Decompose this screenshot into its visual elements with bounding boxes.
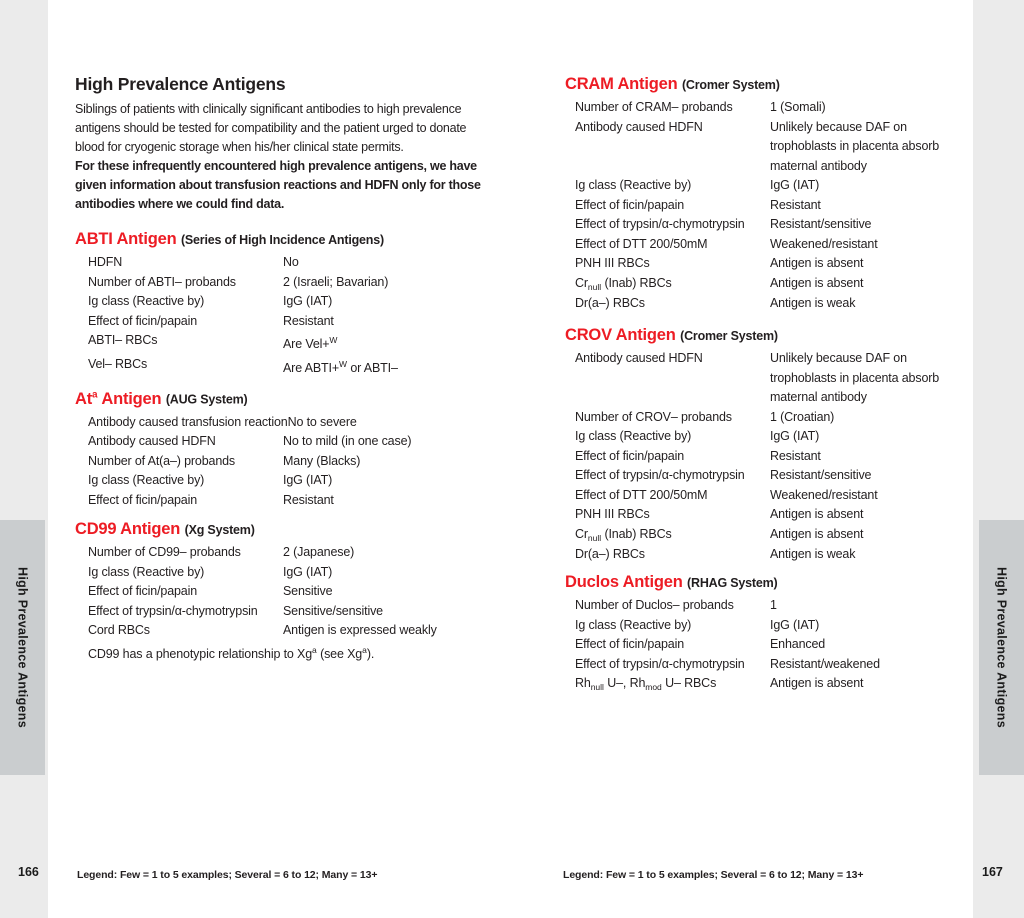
text-part: maternal antibody [770, 390, 867, 404]
table-row [575, 674, 973, 695]
table-row [575, 294, 973, 314]
table-row [88, 432, 512, 452]
table-row [88, 621, 512, 641]
text-part: Are ABTI+ [283, 360, 339, 375]
row-label: Ig class (Reactive by) [575, 617, 692, 632]
row-label: Effect of trypsin/α-chymotrypsin [575, 468, 745, 482]
row-value: IgG (IAT) [770, 178, 820, 192]
row-label: Effect of trypsin/α-chymotrypsin [88, 603, 258, 618]
row-value: 1 (Croatian) [770, 409, 835, 424]
row-label: Effect of ficin/papain [575, 197, 685, 212]
table-row [575, 176, 973, 196]
antigen-table [575, 349, 973, 565]
row-value: Resistant [283, 313, 334, 328]
table-row [88, 582, 512, 602]
table-row [88, 413, 512, 433]
row-value: No [283, 255, 299, 269]
row-label: Dr(a–) RBCs [575, 547, 645, 561]
row-label: Antibody caused HDFN [88, 434, 216, 448]
table-row [575, 408, 973, 428]
section-abti-antigen [75, 229, 512, 378]
antigen-name [565, 75, 677, 93]
left-chapter-tab-label: High Prevalence Antigens [15, 567, 30, 728]
row-value: Resistant/sensitive [770, 468, 872, 482]
row-label: Ig class (Reactive by) [88, 564, 205, 579]
table-row [575, 635, 973, 655]
row-label: Number of CD99– probands [88, 545, 241, 559]
table-row [575, 655, 973, 675]
table-row [88, 355, 512, 379]
text-part: (Inab) RBCs [601, 275, 672, 290]
section-heading [75, 385, 512, 410]
row-value: Antigen is absent [770, 275, 864, 290]
row-value: Antigen is absent [770, 676, 864, 690]
system-name: (Series of High Incidence Antigens) [180, 233, 384, 247]
table-row [575, 274, 973, 295]
table-row [88, 292, 512, 312]
antigen-name [75, 390, 161, 408]
table-row [575, 118, 973, 177]
text-part: Cr [575, 526, 588, 541]
text-part: maternal antibody [770, 158, 867, 173]
row-value: 1 (Somali) [770, 100, 826, 114]
table-row [575, 525, 973, 546]
row-label: Effect of ficin/papain [88, 584, 198, 598]
row-label: Antibody caused HDFN [575, 351, 703, 365]
section-cram-antigen [565, 74, 973, 314]
text-part: CD99 Antigen [75, 520, 181, 538]
row-value: No to severe [287, 414, 357, 429]
antigen-name [565, 326, 676, 344]
text-part: Are Vel+ [283, 337, 330, 352]
sub-text: mod [645, 682, 662, 692]
row-label [575, 674, 770, 695]
row-value: Resistant [770, 197, 821, 212]
row-label: Number of ABTI– probands [88, 274, 236, 289]
row-label: Effect of trypsin/α-chymotrypsin [575, 217, 745, 231]
table-row [88, 563, 512, 583]
text-part: Antigen [97, 389, 162, 408]
antigen-name [75, 520, 180, 538]
text-part: or ABTI– [347, 360, 398, 375]
table-row [88, 253, 512, 273]
row-label: PNH III RBCs [575, 256, 650, 270]
row-value [770, 118, 973, 177]
row-label: ABTI– RBCs [88, 333, 158, 347]
row-value: Antigen is absent [770, 256, 864, 270]
table-row [575, 505, 973, 525]
row-label: Ig class (Reactive by) [575, 429, 692, 443]
row-value: 2 (Japanese) [283, 545, 355, 559]
table-row [575, 545, 973, 565]
row-value: IgG (IAT) [283, 473, 333, 487]
antigen-table [575, 596, 973, 695]
row-label [575, 274, 770, 295]
text-part: CD99 has a phenotypic relationship to Xg [88, 646, 313, 661]
sub-text: null [587, 532, 602, 543]
row-label: Effect of ficin/papain [575, 448, 685, 463]
row-label: Antibody caused transfusion reaction [88, 414, 288, 429]
row-label: Effect of ficin/papain [88, 313, 198, 328]
row-label: Number of Duclos– probands [575, 598, 734, 612]
row-label: Number of At(a–) probands [88, 453, 236, 468]
row-value: IgG (IAT) [770, 617, 820, 632]
sub-text: null [590, 682, 604, 692]
left-margin-strip [0, 0, 48, 918]
table-row [575, 616, 973, 636]
row-label: Number of CROV– probands [575, 409, 732, 424]
sup-text: a [92, 389, 98, 400]
row-label: Ig class (Reactive by) [88, 294, 205, 308]
text-part: Cr [575, 275, 588, 290]
sup-text: W [338, 358, 347, 369]
row-label [575, 525, 770, 546]
row-value: Weakened/resistant [770, 487, 878, 502]
text-part: ). [366, 646, 375, 661]
system-name: (Cromer System) [680, 329, 778, 343]
row-label: PNH III RBCs [575, 507, 650, 521]
row-value: Enhanced [770, 637, 826, 651]
table-row [88, 641, 512, 665]
table-row [575, 98, 973, 118]
page-title: High Prevalence Antigens [75, 74, 286, 94]
row-value: IgG (IAT) [770, 429, 820, 443]
row-value: Antigen is weak [770, 547, 856, 561]
section-crov-antigen [565, 325, 973, 565]
system-name: (RHAG System) [687, 576, 778, 590]
table-row [575, 447, 973, 467]
text-part: (see Xg [316, 646, 363, 661]
row-label: HDFN [88, 255, 123, 269]
system-name: (Xg System) [184, 523, 255, 537]
row-value: Weakened/resistant [770, 236, 878, 251]
table-row [88, 312, 512, 332]
text-part: CROV Antigen [565, 326, 676, 344]
text-part: U–, Rh [603, 676, 646, 690]
table-row [88, 331, 512, 355]
row-value: No to mild (in one case) [283, 434, 412, 448]
section-ata-antigen [75, 385, 512, 510]
table-row [575, 427, 973, 447]
system-name: (Cromer System) [681, 78, 780, 92]
section-heading [75, 229, 512, 250]
sup-text: a [312, 644, 317, 655]
row-value: 2 (Israeli; Bavarian) [283, 274, 389, 289]
table-row [575, 466, 973, 486]
row-value: Resistant [770, 448, 821, 463]
legend-right: Legend: Few = 1 to 5 examples; Several = 6 to 12; Many = 13+ [563, 869, 864, 881]
intro-paragraph-bold: For these infrequently encountered high prevalence antigens, we have given information about transfusion reactions and HDFN only for those antibodies where we could find data. [75, 159, 481, 211]
row-value: Antigen is absent [770, 507, 864, 521]
sup-text: W [329, 335, 338, 345]
table-row [88, 491, 512, 511]
text-part: Rh [575, 676, 591, 690]
row-label: Effect of ficin/papain [88, 492, 198, 507]
row-label: Effect of trypsin/α-chymotrypsin [575, 656, 745, 671]
table-row [575, 215, 973, 235]
row-label: Ig class (Reactive by) [575, 178, 692, 192]
row-value: Resistant [283, 492, 334, 507]
row-value: 1 [770, 598, 777, 612]
row-value: Many (Blacks) [283, 453, 361, 468]
row-value: Sensitive [283, 584, 333, 598]
intro-paragraph: Siblings of patients with clinically significant antibodies to high prevalence antigens should be tested for compatibility and the patient urged to donate blood for cryogenic storage when his/her clinical state permits. [75, 102, 467, 154]
table-row [575, 196, 973, 216]
sup-text: a [362, 644, 367, 655]
table-row [575, 235, 973, 255]
text-part: Unlikely because DAF on [770, 351, 907, 365]
row-value [283, 355, 512, 379]
row-value: Antigen is weak [770, 296, 856, 310]
left-chapter-tab [0, 520, 45, 775]
row-value: IgG (IAT) [283, 564, 333, 579]
row-label: Ig class (Reactive by) [88, 473, 205, 487]
text-part: Duclos Antigen [565, 573, 683, 591]
table-row [575, 349, 973, 408]
table-row [575, 254, 973, 274]
text-part: Unlikely because DAF on [770, 119, 907, 134]
row-label: Vel– RBCs [88, 356, 148, 371]
table-row [88, 602, 512, 622]
row-label: Antibody caused HDFN [575, 119, 703, 134]
row-label: Effect of ficin/papain [575, 637, 685, 651]
row-value: Antigen is expressed weakly [283, 623, 437, 637]
row-value: Sensitive/sensitive [283, 603, 383, 618]
table-row [575, 596, 973, 616]
table-row [88, 543, 512, 563]
row-value [770, 349, 973, 408]
system-name: (AUG System) [165, 392, 248, 407]
row-label [88, 641, 512, 665]
right-chapter-tab [979, 520, 1024, 775]
antigen-table [575, 98, 973, 314]
antigen-table [88, 253, 512, 378]
section-heading [565, 325, 973, 346]
section-cd99-antigen [75, 519, 512, 664]
section-heading [75, 519, 512, 540]
section-heading [565, 572, 973, 593]
row-value: IgG (IAT) [283, 294, 333, 308]
text-part: (Inab) RBCs [601, 526, 672, 541]
row-value: Resistant/weakened [770, 656, 880, 671]
text-part: At [75, 389, 93, 408]
row-value: Resistant/sensitive [770, 217, 872, 231]
row-value [283, 331, 512, 355]
right-chapter-tab-label: High Prevalence Antigens [994, 567, 1009, 728]
row-label: Cord RBCs [88, 623, 150, 637]
text-part: ABTI Antigen [75, 230, 177, 248]
section-duclos-antigen [565, 572, 973, 695]
table-row [88, 471, 512, 491]
row-label: Number of CRAM– probands [575, 100, 733, 114]
page-number-left: 166 [18, 865, 39, 879]
sub-text: null [587, 281, 602, 292]
text-part: U– RBCs [661, 676, 717, 690]
legend-left: Legend: Few = 1 to 5 examples; Several = 6 to 12; Many = 13+ [77, 869, 378, 881]
antigen-name [75, 230, 176, 248]
antigen-table [88, 413, 512, 511]
page-number-right: 167 [982, 865, 1003, 879]
text-part: CRAM Antigen [565, 75, 678, 93]
row-label: Dr(a–) RBCs [575, 296, 645, 310]
table-row [575, 486, 973, 506]
text-part: trophoblasts in placenta absorb [770, 139, 940, 153]
text-part: trophoblasts in placenta absorb [770, 370, 940, 385]
row-value: Antigen is absent [770, 526, 864, 541]
antigen-name [565, 573, 683, 591]
table-row [88, 452, 512, 472]
table-row [88, 273, 512, 293]
right-margin-strip [973, 0, 1024, 918]
antigen-table [88, 543, 512, 664]
row-label: Effect of DTT 200/50mM [575, 236, 708, 251]
row-label: Effect of DTT 200/50mM [575, 487, 708, 502]
section-heading [565, 74, 973, 95]
